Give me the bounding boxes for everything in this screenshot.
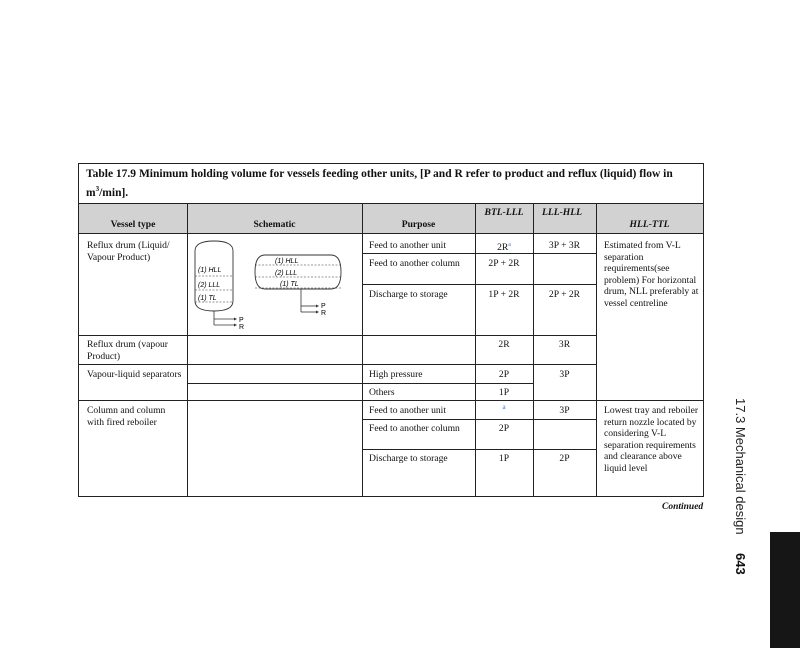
page-number: 643 [733, 553, 748, 575]
vessel-reflux-drum: Reflux drum (Liquid/ Vapour Product) [87, 240, 170, 263]
lll-cell: 3P [559, 405, 570, 416]
header-purpose: Purpose [401, 219, 436, 230]
btl-cell: 2P [498, 423, 510, 434]
btl-cell: $2R^a$ [497, 242, 511, 254]
btl-cell: 1P [498, 453, 510, 464]
btl-cell: 1P [498, 387, 510, 398]
schematic-label: (1) TL [198, 295, 217, 302]
thumb-index-bar [770, 532, 800, 648]
vessel-vl-separators: Vapour-liquid separators [87, 369, 182, 380]
header-lll-hll: LLL-HLL [542, 207, 582, 218]
column-rule [362, 203, 363, 496]
btl-cell: 2R [498, 339, 510, 350]
purpose-cell: Discharge to storage [369, 453, 448, 464]
header-bottom-rule [79, 233, 703, 234]
stream-label: P [239, 317, 244, 324]
header-hll-ttl: HLL-TTL [629, 219, 670, 230]
lll-cell: 2P + 2R [548, 289, 581, 300]
vessel-reflux-vapour: Reflux drum (vapour Product) [87, 339, 168, 362]
btl-cell: 2P [498, 369, 510, 380]
section-title: 17.3 Mechanical design [733, 398, 748, 535]
lll-cell: 2P [559, 453, 570, 464]
btl-cell: 2P + 2R [488, 258, 520, 269]
schematic-label: (2) LLL [275, 270, 298, 277]
hll-ttl-note: Lowest tray and reboiler return nozzle located by considering V-L separation requirements and clearance above liquid level [604, 405, 699, 474]
stream-label: P [321, 303, 326, 310]
header-vessel-type: Vessel type [110, 219, 156, 230]
lll-cell: 3P + 3R [548, 240, 581, 251]
purpose-cell: Feed to another unit [369, 405, 446, 416]
schematic-label: (1) HLL [275, 258, 299, 265]
row-rule [362, 449, 596, 450]
continued-label: Continued [662, 502, 704, 512]
purpose-cell: Feed to another column [369, 258, 460, 269]
row-rule [79, 364, 596, 365]
purpose-cell: Feed to another column [369, 423, 460, 434]
schematic-label: (1) HLL [198, 267, 222, 274]
header-top-rule [79, 203, 703, 204]
table-caption: Table 17.9 Minimum holding volume for vessels feeding other units, [P and R refer to product and reflux (liquid) flow in $m^3/\min$]. [86, 168, 673, 199]
purpose-cell: High pressure [369, 369, 423, 380]
row-rule [362, 284, 533, 285]
row-rule [533, 284, 596, 285]
hll-ttl-note: Estimated from V-L separation requirements(see problem) For horizontal drum, NLL preferably at vessel centreline [604, 240, 699, 309]
row-rule [187, 383, 533, 384]
purpose-cell: Others [369, 387, 395, 398]
lll-cell: 3R [558, 339, 571, 350]
row-rule [79, 335, 596, 336]
lll-cell: 3P [559, 369, 570, 380]
schematic-label: (1) TL [280, 281, 299, 288]
stream-label: R [239, 324, 245, 331]
header-schematic: Schematic [253, 219, 296, 230]
row-rule [79, 400, 703, 401]
stream-label: R [321, 310, 327, 317]
vessel-column: Column and column with fired reboiler [87, 405, 166, 428]
drum-schematic [188, 234, 361, 334]
row-rule [362, 419, 596, 420]
purpose-cell: Discharge to storage [369, 289, 448, 300]
header-btl-lll: BTL-LLL [484, 207, 524, 218]
schematic-label: (2) LLL [198, 282, 221, 289]
purpose-cell: Feed to another unit [369, 240, 446, 251]
footnote-mark: a [508, 242, 511, 248]
footnote-mark: a [502, 403, 506, 411]
column-rule [596, 203, 597, 496]
btl-cell: 1P + 2R [488, 289, 520, 300]
